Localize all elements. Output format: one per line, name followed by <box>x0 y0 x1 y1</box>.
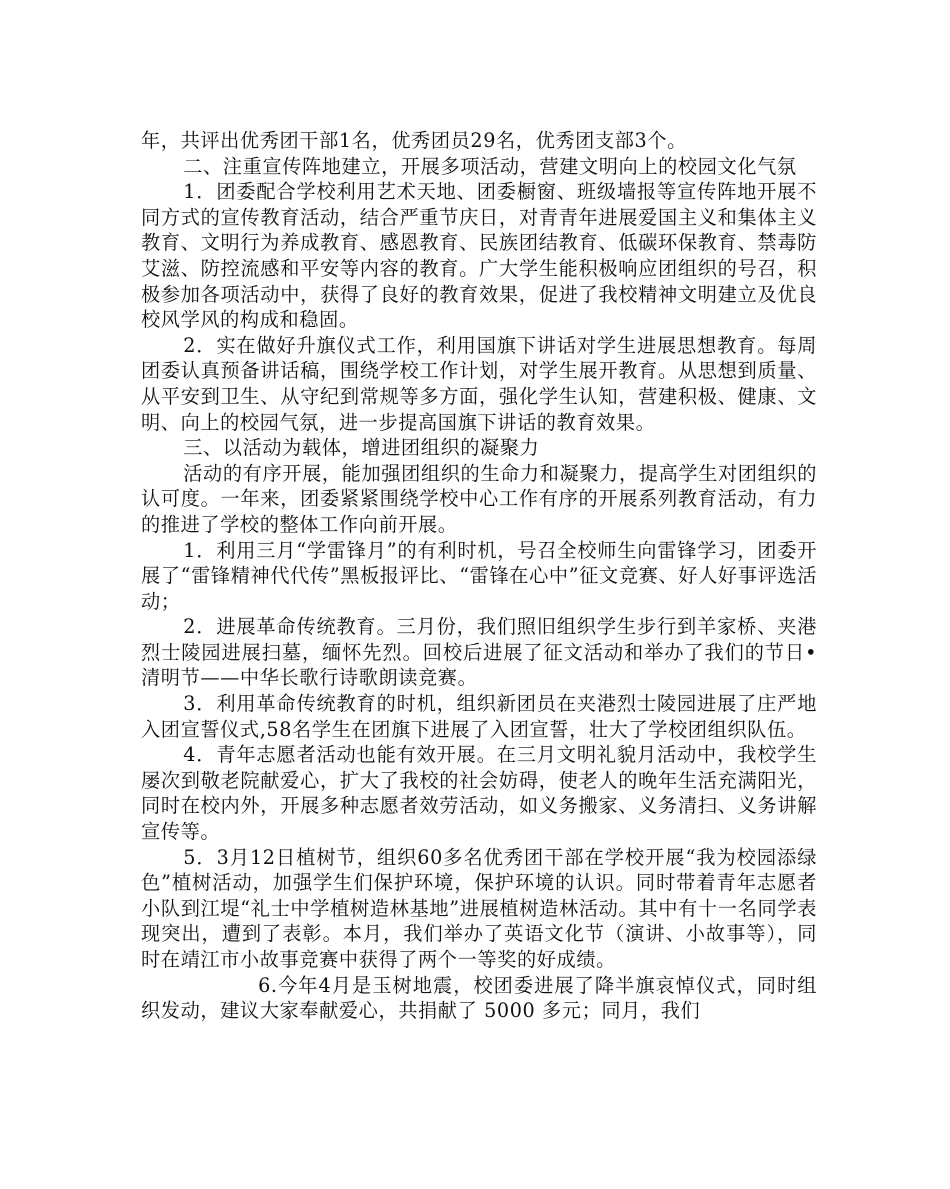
paragraph-item-1: 1．团委配合学校利用艺术天地、团委橱窗、班级墙报等宣传阵地开展不同方式的宣传教育活动，结合严重节庆日，对青青年进展爱国主义和集体主义教育、文明行为养成教育、感恩教育、民族团结教育、低碳环保教育、禁毒防艾滋、防控流感和平安等内容的教育。广大学生能积极响应团组织的号召，积极参加各项活动中，获得了良好的教育效果，促进了我校精神文明建立及优良校风学风的构成和稳固。 <box>141 180 817 332</box>
section-heading-two: 二、注重宣传阵地建立，开展多项活动，营建文明向上的校园文化气氛 <box>183 154 797 178</box>
paragraph-section-intro: 活动的有序开展，能加强团组织的生命力和凝聚力，提高学生对团组织的认可度。一年来，团委紧紧围绕学校中心工作有序的开展系列教育活动，有力的推进了学校的整体工作向前开展。 <box>141 461 817 536</box>
paragraph-activity-2: 2．进展革命传统教育。三月份，我们照旧组织学生步行到羊家桥、夹港烈士陵园进展扫墓，缅怀先烈。回校后进展了征文活动和举办了我们的节日•清明节——中华长歌行诗歌朗读竞赛。 <box>141 615 817 690</box>
paragraph-activity-4: 4．青年志愿者活动也能有效开展。在三月文明礼貌月活动中，我校学生屡次到敬老院献爱心，扩大了我校的社会妨碍，使老人的晚年生活充满阳光，同时在校内外，开展多种志愿者效劳活动，如义务搬家、义务清扫、义务讲解宣传等。 <box>141 743 817 844</box>
paragraph-item-2: 2．实在做好升旗仪式工作，利用国旗下讲话对学生进展思想教育。每周团委认真预备讲话稿，围绕学校工作计划，对学生展开教育。从思想到质量、从平安到卫生、从守纪到常规等多方面，强化学生认知，营建积极、健康、文明、向上的校园气氛，进一步提高国旗下讲话的教育效果。 <box>141 333 817 434</box>
paragraph-activity-1: 1．利用三月“学雷锋月”的有利时机，号召全校师生向雷锋学习，团委开展了“雷锋精神代代传”黑板报评比、“雷锋在心中”征文竞赛、好人好事评选活动； <box>141 538 817 613</box>
paragraph-summary-continuation: 年，共评出优秀团干部1名，优秀团员29名，优秀团支部3个。 <box>141 129 687 152</box>
section-heading-three: 三、以活动为载体，增进团组织的凝聚力 <box>183 436 540 460</box>
paragraph-activity-6: 6.今年4月是玉树地震，校团委进展了降半旗哀悼仪式，同时组织发动，建议大家奉献爱心，共捐献了 5000 多元；同月，我们 <box>141 973 817 1023</box>
document-body <box>141 128 817 1024</box>
paragraph-activity-3: 3．利用革命传统教育的时机，组织新团员在夹港烈士陵园进展了庄严地入团宣誓仪式,58名学生在团旗下进展了入团宣誓，壮大了学校团组织队伍。 <box>141 692 817 741</box>
paragraph-activity-5: 5．3月12日植树节，组织60多名优秀团干部在学校开展“我为校园添绿色”植树活动，加强学生们保护环境，保护环境的认识。同时带着青年志愿者小队到江堤“礼士中学植树造林基地”进展植树造林活动。其中有十一名同学表现突出，遭到了表彰。本月，我们举办了英语文化节（演讲、小故事等），同时在靖江市小故事竞赛中获得了两个一等奖的好成绩。 <box>141 845 817 971</box>
